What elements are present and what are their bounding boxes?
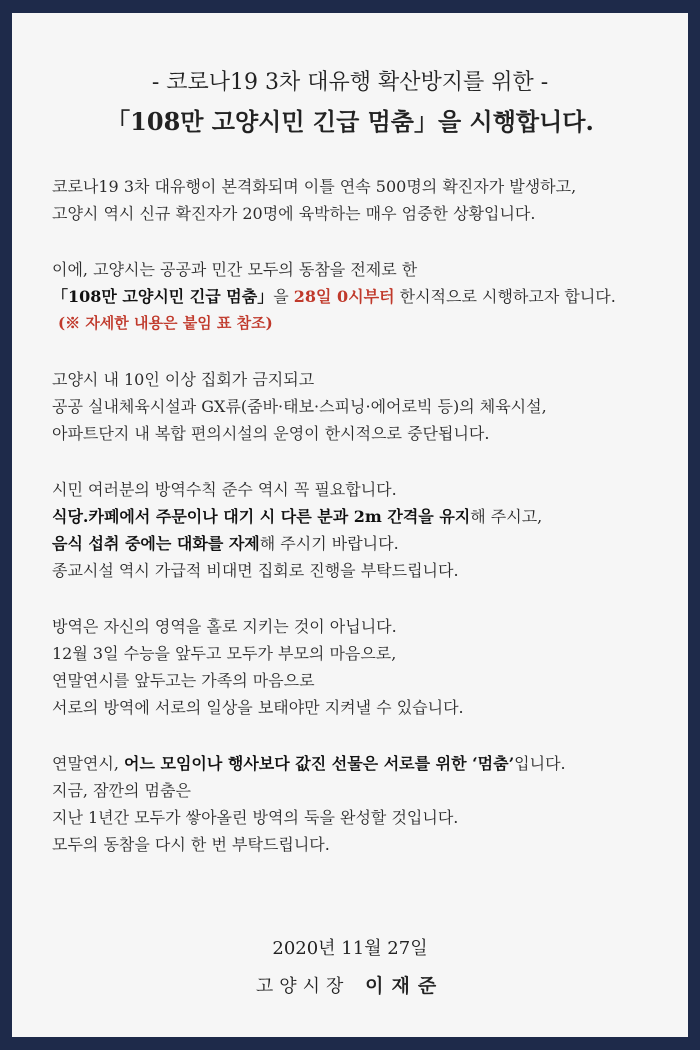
text-line: 공공 실내체육시설과 GX류(줌바·태보·스피닝·에어로빅 등)의 체육시설, — [52, 397, 547, 416]
text-line — [52, 750, 678, 777]
signer-title: 고양시장 — [255, 976, 350, 997]
text-line: 서로의 방역에 서로의 일상을 보태야만 지켜낼 수 있습니다. — [52, 698, 464, 717]
paragraph-restrictions — [52, 366, 678, 447]
text-line: 고양시 역시 신규 확진자가 20명에 육박하는 매우 엄중한 상황입니다. — [52, 204, 536, 223]
text-line — [52, 283, 678, 310]
attachment-note: (※ 자세한 내용은 붙임 표 참조) — [58, 314, 273, 332]
start-time-highlight: 28일 0시부터 — [293, 287, 395, 306]
signature — [12, 971, 688, 998]
conversation-guideline: 음식 섭취 중에는 대화를 자제 — [52, 534, 260, 553]
paragraph-situation — [52, 173, 678, 227]
text-line: 이에, 고양시는 공공과 민간 모두의 동참을 전제로 한 — [52, 260, 418, 279]
notice-body — [52, 173, 678, 887]
text-fragment: 을 — [273, 287, 294, 306]
notice-subtitle: - 코로나19 3차 대유행 확산방지를 위한 - — [151, 70, 549, 95]
text-fragment: 해 주시기 바랍니다. — [259, 534, 399, 553]
text-line: 방역은 자신의 영역을 홀로 지키는 것이 아닙니다. — [52, 617, 397, 636]
gift-message: 어느 모임이나 행사보다 값진 선물은 서로를 위한 ‘멈춤’ — [124, 754, 515, 773]
paragraph-closing — [52, 750, 678, 858]
text-line: 아파트단지 내 복합 편의시설의 운영이 한시적으로 중단됩니다. — [52, 424, 490, 443]
notice-date: 2020년 11월 27일 — [272, 938, 428, 959]
signer-name: 이재준 — [365, 975, 445, 997]
paragraph-guidelines — [52, 476, 678, 584]
notice-page — [12, 13, 688, 1037]
text-line — [52, 530, 678, 557]
text-line: 지난 1년간 모두가 쌓아올린 방역의 둑을 완성할 것입니다. — [52, 808, 459, 827]
text-fragment: 연말연시, — [52, 754, 124, 773]
paragraph-appeal — [52, 613, 678, 721]
text-line: 종교시설 역시 가급적 비대면 집회로 진행을 부탁드립니다. — [52, 561, 459, 580]
text-line: 12월 3일 수능을 앞두고 모두가 부모의 마음으로, — [52, 644, 397, 663]
distance-guideline: 식당.카페에서 주문이나 대기 시 다른 분과 2m 간격을 유지 — [52, 507, 471, 526]
paragraph-announcement — [52, 256, 678, 337]
text-line: 시민 여러분의 방역수칙 준수 역시 꼭 필요합니다. — [52, 480, 397, 499]
text-fragment: 해 주시고, — [470, 507, 543, 526]
text-line: 연말연시를 앞두고는 가족의 마음으로 — [52, 671, 315, 690]
text-fragment: 입니다. — [514, 754, 566, 773]
text-line: 고양시 내 10인 이상 집회가 금지되고 — [52, 370, 315, 389]
text-fragment: 한시적으로 시행하고자 합니다. — [394, 287, 616, 306]
campaign-name: 「108만 고양시민 긴급 멈춤」 — [52, 287, 274, 306]
text-line: 모두의 동참을 다시 한 번 부탁드립니다. — [52, 835, 330, 854]
notice-title: 「108만 고양시민 긴급 멈춤」을 시행합니다. — [106, 107, 594, 136]
text-line — [52, 503, 678, 530]
text-line: 코로나19 3차 대유행이 본격화되며 이틀 연속 500명의 확진자가 발생하고, — [52, 177, 577, 196]
text-line: 지금, 잠깐의 멈춤은 — [52, 781, 191, 800]
